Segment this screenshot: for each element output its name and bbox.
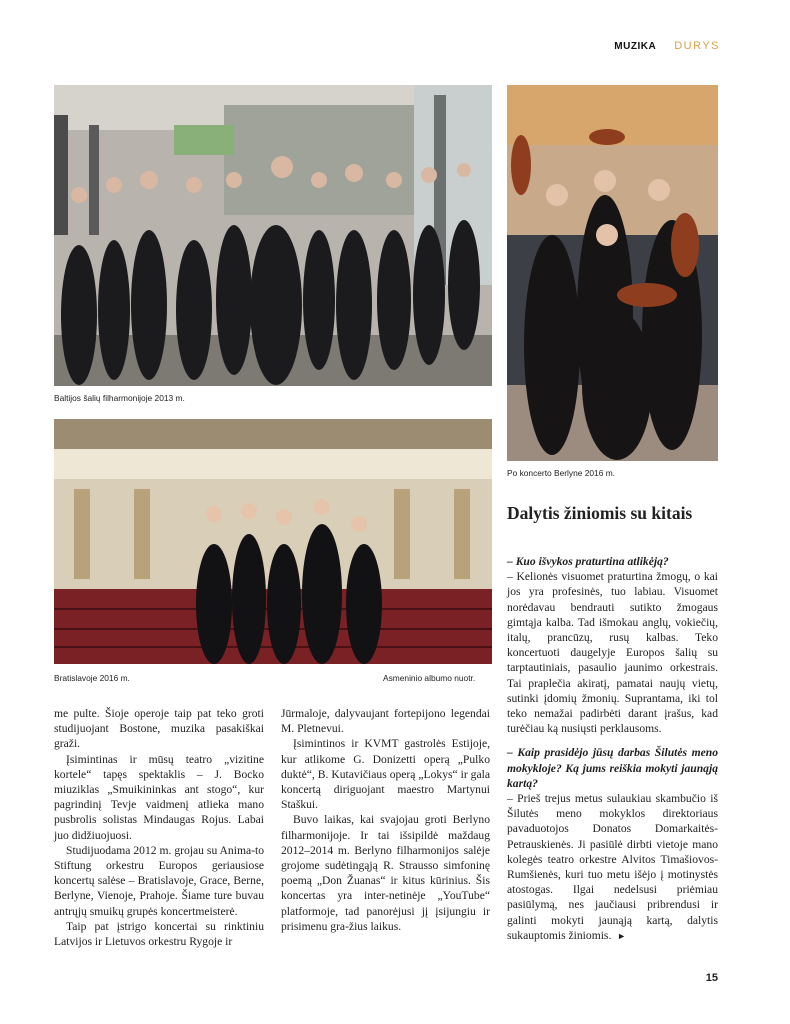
magazine-name: DURYS — [674, 40, 720, 52]
interview-answer: – Kelionės visuomet praturtina žmogų, o kai jos yra profesinės, tuo labiau. Visuomet norėdavau bendrauti sutikto žmogaus gimtąja kalba. Tad išmokau anglų, vokiečių, italų, prancūzų, rusų kalbas. Teko koncertuoti daugelyje Europos šalių su tarptautiniais, pasaulio jaunimo orkestrais. Tai praplečia akiratį, pamatai naujų vietų, sutinki įdomių žmonių. Suprantama, iki tol teko nemažai padirbėti darant įrašus, kad turėčiau ką nusiųsti perklausoms. — [507, 570, 718, 736]
text-column-1 — [54, 706, 264, 949]
text-column-3 — [507, 554, 718, 944]
photo-credit: Asmeninio albumo nuotr. — [383, 673, 476, 683]
caption-photo3: Bratislavoje 2016 m. — [54, 673, 130, 683]
paragraph: Įsimintinos ir KVMT gastrolės Estijoje, kur atlikome G. Donizetti operą „Pulko duktė“, B. Kutavičiaus operą „Lokys“ ir gala koncertą diriguojant maestro Martynui Staškui. — [281, 737, 490, 812]
page-number: 15 — [705, 972, 718, 984]
section-heading: Dalytis žiniomis su kitais — [507, 503, 693, 523]
interview-question: – Kaip prasidėjo jūsų darbas Šilutės meno mokykloje? Ką jums reiškia mokyti jaunąją kartą? — [507, 746, 718, 790]
caption-photo2: Po koncerto Berlyne 2016 m. — [507, 468, 616, 478]
page-header — [614, 40, 720, 52]
answer-text: – Prieš trejus metus sulaukiau skambučio iš Šilutės meno mokyklos direktoriaus pavaduotojos Donatos Domarkaitės-Petrauskienės. Ji pasiūlė dirbti vietoje mano kolegės teatro orkestre Alvitos Timašiovos-Rumšienės, kuri tuo metu išėjo į motinystės atostogas. Ilgai nedelsusi priėmiau pasiūlymą, nes jaučiausi pribrendusi ir galinti mokyti jaunąją kartą, dalytis sukauptomis žiniomis. — [507, 792, 718, 942]
paragraph: Įsimintinas ir mūsų teatro „vizitine kortele“ tapęs spektaklis – J. Bocko miuziklas „Smuikininkas ant stogo“, kur pagrindinį Tevje vaidmenį atlieka mano pusbrolis solistas Mindaugas Rojus. Labai juo didžiuojuosi. — [54, 752, 264, 842]
paragraph: Buvo laikas, kai svajojau groti Berlyno filharmonijoje. Ir tai išsipildė maždaug 2012–2014 m. Berlyno filharmonijos salėje grojome sudėtingąją R. Strausso simfoninę poemą „Don Žuanas“ ir kitus kūrinius. Šis koncertas yra inter-netinėje „YouTube“ platformoje, tad panorėjusi jį įsijungiu ir prisimenu gra-žius laikus. — [281, 813, 490, 933]
section-label: MUZIKA — [614, 41, 657, 52]
interview-question: – Kuo išvykos praturtina atlikėją? — [507, 555, 669, 568]
paragraph: Taip pat įstrigo koncertai su rinktiniu Latvijos ir Lietuvos orkestru Rygoje ir — [54, 919, 264, 949]
paragraph: me pulte. Šioje operoje taip pat teko groti studijuojant Bostone, muzika pasakiškai graži. — [54, 707, 264, 751]
photo-bratislava-hall — [54, 419, 492, 664]
paragraph: Jūrmaloje, dalyvaujant fortepijono legendai M. Pletnevui. — [281, 707, 490, 736]
paragraph: Studijuodama 2012 m. grojau su Anima-to Stiftung orkestru Europos geriausiose koncertų salėse – Bratislavoje, Grace, Berne, Berlyne, Vienoje, Prahoje. Šiame ture buvau antrųjų smuikų grupės koncertmeisterė. — [54, 843, 264, 918]
caption-photo1: Baltijos šalių filharmonijoje 2013 m. — [54, 393, 185, 403]
photo-orchestra-group — [54, 85, 492, 386]
continue-arrow-icon: ► — [617, 930, 627, 941]
photo-violinists-berlin — [507, 85, 718, 461]
text-column-2 — [281, 706, 490, 934]
interview-answer — [507, 791, 718, 944]
